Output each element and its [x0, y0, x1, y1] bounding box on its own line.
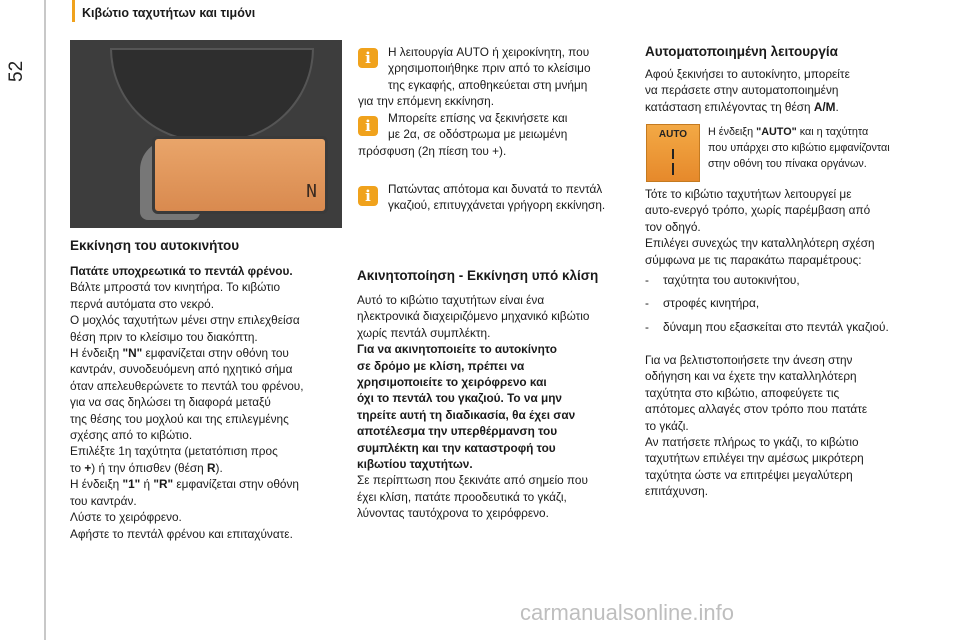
- text-line: κατάσταση επιλέγοντας τη θέση A/M.: [645, 99, 839, 114]
- indicator-bar: [672, 163, 674, 175]
- bullet-item: - στροφές κινητήρα,: [645, 295, 935, 311]
- col3-intro: [645, 66, 935, 115]
- info-icon: i: [358, 116, 378, 136]
- bullet-item: - ταχύτητα του αυτοκινήτου,: [645, 272, 935, 288]
- display-gear-indicator: N: [306, 181, 318, 202]
- text-line: Βάλτε μπροστά τον κινητήρα. Το κιβώτιο: [70, 280, 281, 295]
- dashboard-photo: [70, 40, 342, 228]
- text-line: χρησιμοποιήθηκε πριν από το κλείσιμο: [388, 61, 591, 76]
- text-line: Αν πατήσετε πλήρως το γκάζι, το κιβώτιο: [645, 435, 859, 450]
- text-line: Λύστε το χειρόφρενο.: [70, 510, 182, 525]
- section-heading-hill: Ακινητοποίηση - Εκκίνηση υπό κλίση: [357, 268, 599, 283]
- text-line: που υπάρχει στο κιβώτιο εμφανίζονται: [708, 142, 890, 154]
- margin-line: [44, 0, 46, 640]
- section-heading-start: Εκκίνηση του αυτοκινήτου: [70, 238, 240, 253]
- text-line: το +) ή την όπισθεν (θέση R).: [70, 460, 223, 475]
- info-icon: i: [358, 48, 378, 68]
- bold-text: "R": [153, 477, 174, 492]
- text-line: Πατώντας απότομα και δυνατά το πεντάλ: [388, 182, 603, 196]
- text-line: για να σας δηλώσει τη διαφορά μεταξύ: [70, 395, 271, 410]
- bold-text: σε δρόμο με κλίση, πρέπει να: [357, 358, 525, 373]
- text-line: το γκάζι.: [645, 418, 689, 433]
- text-line: [357, 423, 637, 439]
- bold-text: R: [206, 460, 216, 475]
- text-line: [70, 263, 350, 279]
- bold-text: Πατάτε υποχρεωτικά το πεντάλ φρένου.: [70, 264, 293, 278]
- header-accent: [72, 0, 75, 22]
- page-number: 52: [6, 60, 27, 82]
- bold-text: τηρείτε αυτή τη διαδικασία, θα έχει σαν: [357, 407, 576, 422]
- text-line: έχει κλίση, πατάτε προοδευτικά το γκάζι,: [357, 489, 567, 504]
- text-line: Αφήστε το πεντάλ φρένου και επιταχύνατε.: [70, 526, 293, 541]
- text-line: σύμφωνα με τις παρακάτω παραμέτρους:: [645, 252, 862, 267]
- instrument-display: [152, 136, 328, 214]
- col3-outro: [645, 352, 935, 500]
- text-line: ταχύτητα στο κιβώτιο, αποφεύγετε τις: [645, 385, 840, 400]
- bold-text: "N": [122, 346, 143, 361]
- text-line: απότομες αλλαγές στον τρόπο που πατάτε: [645, 402, 868, 417]
- text-line: Ο μοχλός ταχυτήτων μένει στην επιλεχθείσα: [70, 313, 300, 328]
- text-line: πρόσφυση (2η πίεση του +).: [358, 143, 507, 158]
- parameter-list: [645, 272, 935, 342]
- text-line: καντράν, συνοδευόμενη από ηχητικό σήμα: [70, 362, 293, 377]
- col1-body: [70, 263, 350, 542]
- bold-text: κιβωτίου ταχυτήτων.: [357, 457, 473, 472]
- text-line: [357, 358, 637, 374]
- text-line: να περάσετε στην αυτοματοποιημένη: [645, 83, 839, 98]
- text-line: με 2α, σε οδόστρωμα με μειωμένη: [388, 127, 568, 142]
- text-line: σχέσης από το κιβώτιο.: [70, 428, 193, 443]
- info-note-3: [358, 181, 633, 214]
- text-line: ηλεκτρονικά διαχειριζόμενο μηχανικό κιβώτιο: [357, 309, 590, 324]
- text-line: Σε περίπτωση που ξεκινάτε από σημείο που: [357, 473, 588, 488]
- watermark: carmanualsonline.info: [520, 600, 735, 625]
- text-line: Αυτό το κιβώτιο ταχυτήτων είναι ένα: [357, 293, 545, 307]
- text-line: Η ένδειξη "N" εμφανίζεται στην οθόνη του: [70, 346, 289, 361]
- text-line: του καντράν.: [70, 493, 137, 508]
- col2-body: [357, 292, 637, 522]
- text-line: για την επόμενη εκκίνηση.: [358, 94, 495, 109]
- text-line: [357, 440, 637, 456]
- text-line: χωρίς πεντάλ συμπλέκτη.: [357, 325, 491, 340]
- info-note-2: [358, 110, 633, 159]
- info-note-1: [358, 44, 633, 110]
- text-line: οδήγηση και να έχετε την καταλληλότερη: [645, 369, 857, 384]
- bold-text: Για να ακινητοποιείτε το αυτοκίνητο: [357, 342, 557, 357]
- text-line: Η ένδειξη "1" ή "R" εμφανίζεται στην οθόνη: [70, 477, 299, 492]
- text-line: της θέσης του μοχλού και της επιλεγμένης: [70, 411, 289, 426]
- text-line: [357, 456, 637, 472]
- text-line: Η ένδειξη "AUTO" και η ταχύτητα: [708, 126, 869, 138]
- text-line: [357, 374, 637, 390]
- text-line: της εγκαφής, αποθηκεύεται στη μνήμη: [388, 77, 588, 92]
- text-line: αυτο-ενεργό τρόπο, χωρίς παρέμβαση από: [645, 203, 871, 218]
- bullet-list: [645, 272, 935, 335]
- auto-indicator-icon: [646, 124, 700, 182]
- text-line: περνά αυτόματα στο νεκρό.: [70, 296, 215, 311]
- bold-text: όχι το πεντάλ του γκαζιού. Το να μην: [357, 391, 562, 406]
- auto-indicator-label: AUTO: [658, 129, 688, 140]
- bold-text: +: [84, 460, 92, 475]
- bold-text: A/M: [813, 99, 836, 114]
- text-line: όταν απελευθερώνετε το πεντάλ του φρένου,: [70, 378, 304, 393]
- col3-body: [645, 186, 935, 268]
- text-line: [357, 407, 637, 423]
- text-line: Επιλέγει συνεχώς την καταλληλότερη σχέση: [645, 236, 875, 251]
- text-line: [357, 390, 637, 406]
- bold-text: συμπλέκτη και την καταστροφή του: [357, 440, 556, 455]
- bold-text: χρησιμοποιείτε το χειρόφρενο και: [357, 375, 547, 390]
- text-line: επιτάχυνση.: [645, 484, 708, 499]
- text-line: Μπορείτε επίσης να ξεκινήσετε και: [388, 111, 568, 125]
- bullet-item: - δύναμη που εξασκείται στο πεντάλ γκαζιού.: [645, 319, 935, 335]
- bold-text: "1": [122, 477, 141, 492]
- text-line: στην οθόνη του πίνακα οργάνων.: [708, 158, 867, 170]
- page-header: Κιβώτιο ταχυτήτων και τιμόνι: [82, 6, 256, 20]
- section-heading-auto: Αυτοματοποιημένη λειτουργία: [645, 44, 838, 59]
- text-line: λύνοντας ταυτόχρονα το χειρόφρενο.: [357, 506, 549, 521]
- bold-text: "AUTO": [756, 126, 797, 138]
- text-line: Επιλέξτε 1η ταχύτητα (μετατόπιση προς: [70, 444, 278, 459]
- text-line: ταχυτήτων επιλέγει την αμέσως μικρότερη: [645, 451, 864, 466]
- text-line: Τότε το κιβώτιο ταχυτήτων λειτουργεί με: [645, 187, 852, 201]
- text-line: Για να βελτιστοποιήσετε την άνεση στην: [645, 353, 853, 367]
- info-icon: i: [358, 186, 378, 206]
- text-line: Αφού ξεκινήσει το αυτοκίνητο, μπορείτε: [645, 67, 850, 81]
- text-line: ταχύτητα ώστε να επιτρέψει μεγαλύτερη: [645, 467, 853, 482]
- text-line: [357, 341, 637, 357]
- auto-indicator-text: [708, 124, 938, 172]
- text-line: Η λειτουργία AUTO ή χειροκίνητη, που: [388, 45, 590, 59]
- text-line: τον οδηγό.: [645, 219, 701, 234]
- bold-text: αποτέλεσμα την υπερθέρμανση του: [357, 424, 558, 439]
- gauge: [110, 48, 314, 142]
- text-line: γκαζιού, επιτυγχάνεται γρήγορη εκκίνηση.: [388, 198, 606, 213]
- text-line: θέση πριν το κλείσιμο του διακόπτη.: [70, 329, 258, 344]
- indicator-bar: [672, 149, 674, 159]
